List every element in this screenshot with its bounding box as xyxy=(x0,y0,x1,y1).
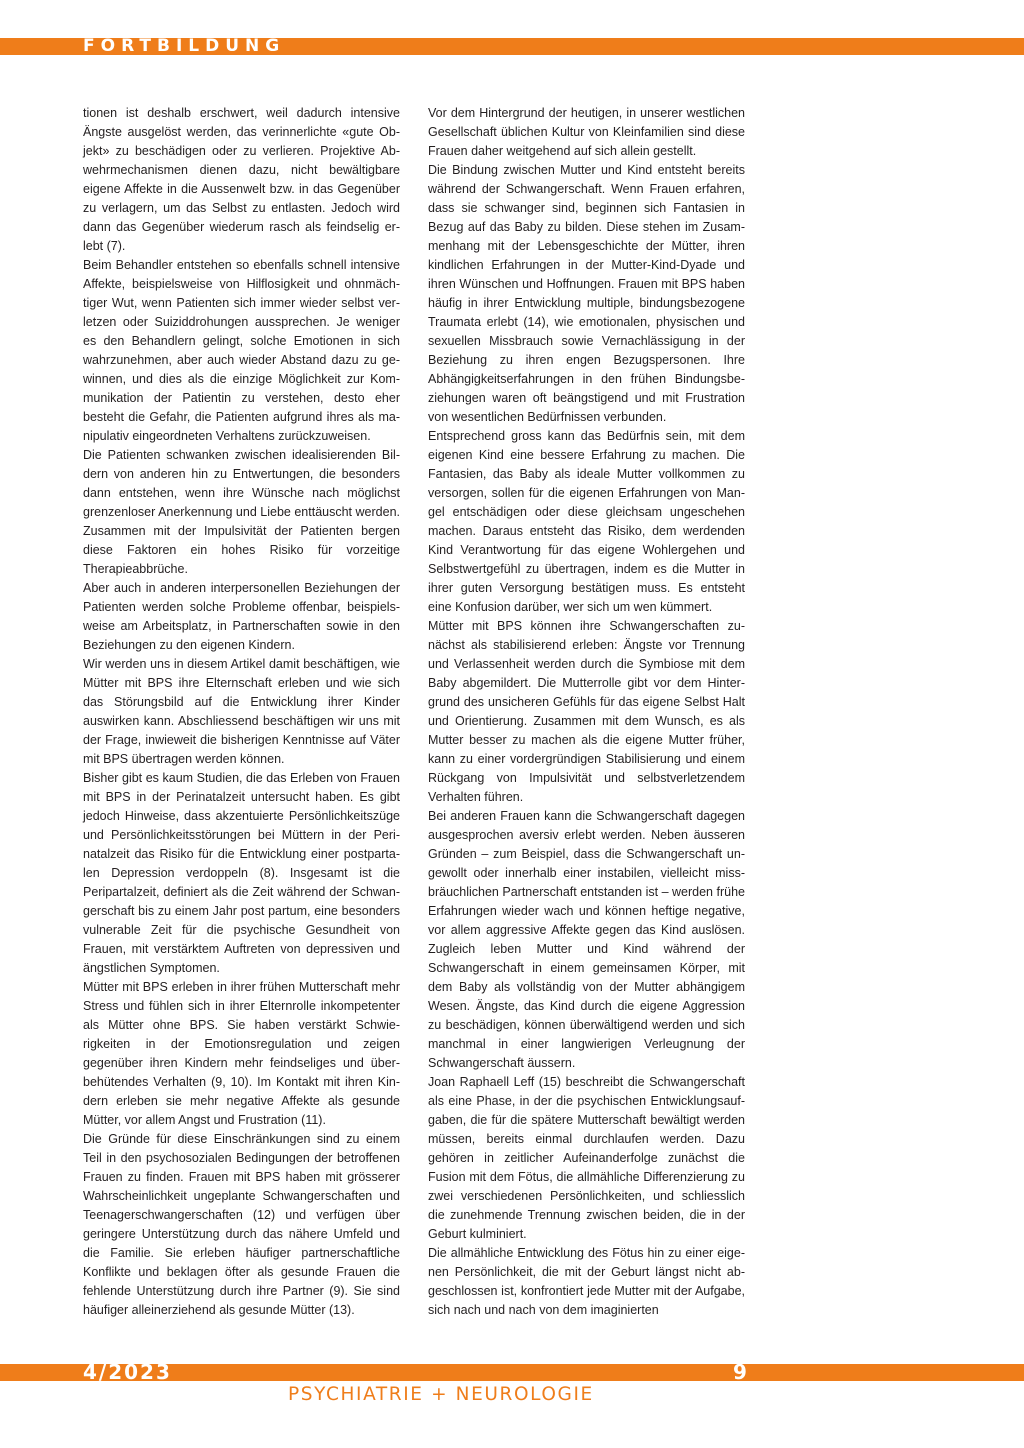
paragraph: Beim Behandler entstehen so ebenfalls schnell intensive Affekte, beispielsweise von Hilflosigkeit und ohnmächtiger Wut, wenn Patienten sich immer wieder selbst verletzen oder Suiziddrohungen aussprechen. Je weniger es den Behandlern gelingt, solche Emotionen in sich wahrzunehmen, aber auch wieder Abstand dazu zu gewinnen, und dies als die einzige Möglichkeit zur Kommunikation der Patientin zu verstehen, desto eher besteht die Gefahr, die Patienten aufgrund ihres als manipulativ eingeordneten Verhaltens zurückzuweisen. xyxy=(83,258,400,443)
journal-title: PSYCHIATRIE + NEUROLOGIE xyxy=(288,1384,594,1405)
paragraph: Die Gründe für diese Einschränkungen sind zu einem Teil in den psychosozialen Bedingungen der betroffenen Frauen zu finden. Frauen mit BPS haben mit grösserer Wahrscheinlichkeit ungeplante Schwangerschaften und Teenagerschwangerschaften (12) und verfügen über geringere Unterstützung durch das nähere Umfeld und die Familie. Sie erleben häufiger partnerschaftliche Konflikte und beklagen öfter als gesunde Frauen die fehlende Unterstützung durch ihre Partner (9). Sie sind häufiger alleinerziehend als gesunde Mütter (13). xyxy=(83,1132,400,1317)
paragraph: Bisher gibt es kaum Studien, die das Erleben von Frauen mit BPS in der Perinatalzeit untersucht haben. Es gibt jedoch Hinweise, dass akzentuierte Persönlichkeitszüge und Persönlichkeitsstörungen bei Müttern in der Perinatalzeit das Risiko für die Entwicklung einer postpartalen Depression verdoppeln (8). Insgesamt ist die Peripartalzeit, definiert als die Zeit während der Schwangerschaft bis zu einem Jahr post partum, eine besonders vulnerable Zeit für die psychische Gesundheit von Frauen, mit verstärktem Auftreten von depressiven und ängstlichen Symptomen. xyxy=(83,771,400,975)
text-column-right xyxy=(428,104,745,1320)
paragraph: Wir werden uns in diesem Artikel damit beschäftigen, wie Mütter mit BPS ihre Elternschaft erleben und wie sich das Störungsbild auf die Entwicklung ihrer Kinder auswirken kann. Abschliessend beschäftigen wir uns mit der Frage, inwieweit die bisherigen Kenntnisse auf Väter mit BPS übertragen werden können. xyxy=(83,657,400,766)
paragraph: Aber auch in anderen interpersonellen Beziehungen der Patienten werden solche Probleme offenbar, beispielsweise am Arbeitsplatz, in Partnerschaften sowie in den Beziehungen zu den eigenen Kindern. xyxy=(83,581,400,652)
paragraph: Die allmähliche Entwicklung des Fötus hin zu einer eigenen Persönlichkeit, die mit der Geburt längst nicht abgeschlossen ist, konfrontiert jede Mutter mit der Aufgabe, sich nach und nach von dem imaginierten xyxy=(428,1246,745,1317)
paragraph: Mütter mit BPS können ihre Schwangerschaften zunächst als stabilisierend erleben: Ängste vor Trennung und Verlassenheit werden durch die Symbiose mit dem Baby abgemildert. Die Mutterrolle gibt vor dem Hintergrund des unsicheren Gefühls für das eigene Selbst Halt und Orientierung. Zusammen mit dem Wunsch, es als Mutter besser zu machen als die eigene Mutter früher, kann zu einer vordergründigen Stabilisierung und einem Rückgang von Impulsivität und selbstverletzendem Verhalten führen. xyxy=(428,619,745,804)
paragraph: Die Patienten schwanken zwischen idealisierenden Bildern von anderen hin zu Entwertungen, die besonders dann entstehen, wenn ihre Wünsche nach möglichst grenzenloser Anerkennung und Liebe enttäuscht werden. Zusammen mit der Impulsivität der Patienten bergen diese Faktoren ein hohes Risiko für vorzeitige Therapieabbrüche. xyxy=(83,448,400,576)
page-number: 9 xyxy=(733,1360,747,1384)
paragraph: Mütter mit BPS erleben in ihrer frühen Mutterschaft mehr Stress und fühlen sich in ihrer Elternrolle inkompetenter als Mütter ohne BPS. Sie haben verstärkt Schwierigkeiten in der Emotionsregulation und zeigen gegenüber ihren Kindern mehr feindseliges und überbehütendes Verhalten (9, 10). Im Kontakt mit ihren Kindern erleben sie mehr negative Affekte als gesunde Mütter, vor allem Angst und Frustration (11). xyxy=(83,980,400,1127)
text-column-left xyxy=(83,104,400,1320)
paragraph: Bei anderen Frauen kann die Schwangerschaft dagegen ausgesprochen aversiv erlebt werden. Neben äusseren Gründen – zum Beispiel, dass die Schwangerschaft ungewollt oder innerhalb einer instabilen, vielleicht missbräuchlichen Partnerschaft entstanden ist – werden frühe Erfahrungen wieder wach und können heftige negative, vor allem aggressive Affekte gegen das Kind auslösen. Zugleich leben Mutter und Kind während der Schwangerschaft in einem gemeinsamen Körper, mit dem Baby als vollständig von der Mutter abhängigem Wesen. Ängste, das Kind durch die eigene Aggression zu beschädigen, können überwältigend werden und sich manchmal in einer langwierigen Verleugnung der Schwangerschaft äussern. xyxy=(428,809,745,1070)
issue-number: 4/2023 xyxy=(83,1360,172,1384)
paragraph: Die Bindung zwischen Mutter und Kind entsteht bereits während der Schwangerschaft. Wenn Frauen erfahren, dass sie schwanger sind, beginnen sich Fantasien in Bezug auf das Baby zu bilden. Diese stehen im Zusammenhang mit der Lebensgeschichte der Mütter, ihren kindlichen Erfahrungen in der Mutter-Kind-Dyade und ihren Wünschen und Hoffnungen. Frauen mit BPS haben häufig in ihrer Entwicklung multiple, bindungsbezogene Traumata erlebt (14), wie emotionalen, physischen und sexuellen Missbrauch sowie Vernachlässigung in der Beziehung zu ihren engen Bezugspersonen. Ihre Abhängigkeitserfahrungen in den frühen Bindungsbeziehungen waren oft beängstigend und mit Frustration von wesentlichen Bedürfnissen verbunden. xyxy=(428,163,745,424)
paragraph: Entsprechend gross kann das Bedürfnis sein, mit dem eigenen Kind eine bessere Erfahrung zu machen. Die Fantasien, das Baby als ideale Mutter vollkommen zu versorgen, sollen für die eigenen Erfahrungen von Mangel entschädigen oder diese gleichsam ungeschehen machen. Daraus entsteht das Risiko, dem werdenden Kind Verantwortung für das eigene Wohlergehen und Selbstwertgefühl zu übertragen, indem es die Mutter in ihrer guten Versorgung bestätigen muss. Es entsteht eine Konfusion darüber, wer sich um wen kümmert. xyxy=(428,429,745,614)
paragraph: Vor dem Hintergrund der heutigen, in unserer westlichen Gesellschaft üblichen Kultur von Kleinfamilien sind diese Frauen daher weitgehend auf sich allein gestellt. xyxy=(428,106,745,158)
paragraph: tionen ist deshalb erschwert, weil dadurch intensive Ängste ausgelöst werden, das verinnerlichte «gute Objekt» zu beschädigen oder zu verlieren. Projektive Abwehrmechanismen dienen dazu, nicht bewältigbare eigene Affekte in die Aussenwelt bzw. in das Gegenüber zu verlagern, um das Selbst zu entlasten. Jedoch wird dann das Gegenüber wiederum rasch als feindselig erlebt (7). xyxy=(83,106,400,253)
paragraph: Joan Raphaell Leff (15) beschreibt die Schwangerschaft als eine Phase, in der die psychischen Entwicklungsaufgaben, die für die spätere Mutterschaft bewältigt werden müssen, bereits einmal durchlaufen werden. Dazu gehören in zeitlicher Aufeinanderfolge zunächst die Fusion mit dem Fötus, die allmähliche Differenzierung zu zwei verschiedenen Persönlichkeiten, und schliesslich die zunehmende Trennung zwischen beiden, die in der Geburt kulminiert. xyxy=(428,1075,745,1241)
section-label: FORTBILDUNG xyxy=(83,36,286,56)
